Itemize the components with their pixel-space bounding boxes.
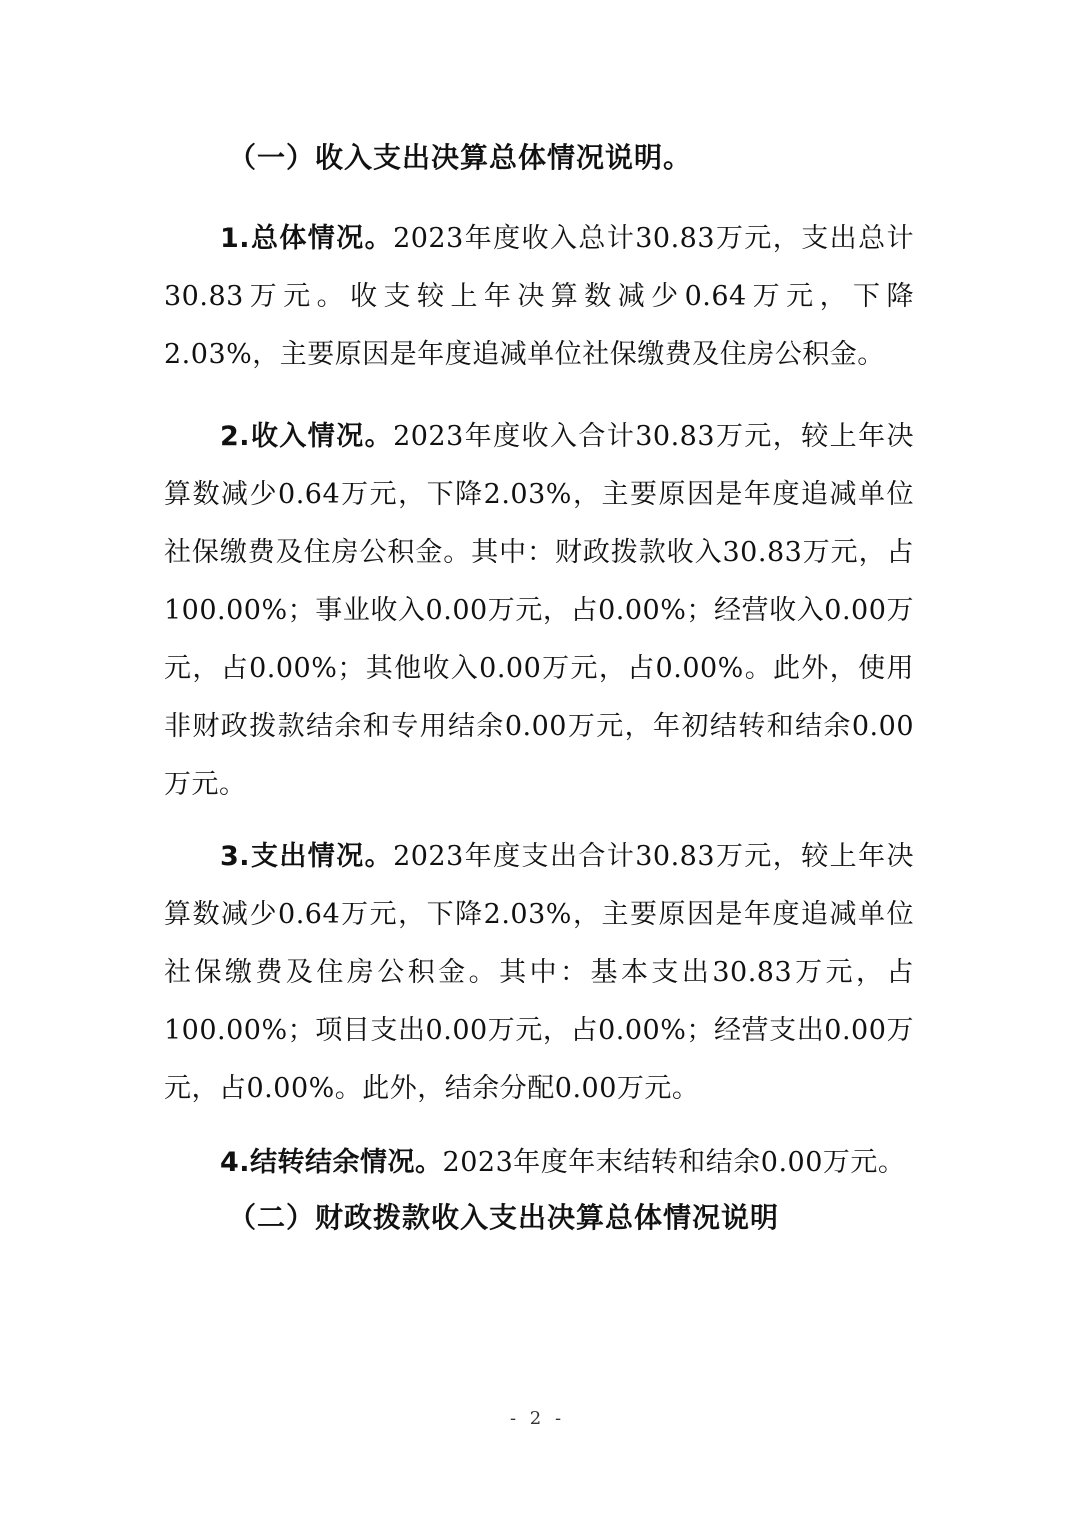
paragraph-income-lead: 2.收入情况。: [220, 421, 394, 452]
section-heading-2: （二）财政拨款收入支出决算总体情况说明: [228, 1201, 780, 1234]
paragraph-expense-lead: 3.支出情况。: [220, 841, 394, 872]
paragraph-carryover-lead: 4.结转结余情况。: [220, 1147, 443, 1178]
paragraph-expense-body: 2023年度支出合计30.83万元，较上年决算数减少0.64万元，下降2.03%，主要原因是年度追减单位社保缴费及住房公积金。其中：基本支出30.83万元，占100.00%；项目支出0.00万元，占0.00%；经营支出0.00万元，占0.00%。此外，结余分配0.00万元。: [164, 841, 914, 1104]
paragraph-overall-body: 2023年度收入总计30.83万元，支出总计30.83万元。收支较上年决算数减少0.64万元，下降2.03%，主要原因是年度追减单位社保缴费及住房公积金。: [164, 223, 914, 370]
paragraph-overall-lead: 1.总体情况。: [220, 223, 394, 254]
paragraph-overall: [164, 210, 914, 384]
section-heading-1: （一）收入支出决算总体情况说明。: [228, 141, 693, 174]
paragraph-carryover-body: 2023年度年末结转和结余0.00万元。: [442, 1147, 906, 1178]
paragraph-carryover: [164, 1134, 914, 1192]
paragraph-expense: [164, 828, 914, 1118]
page-number: - 2 -: [509, 1408, 566, 1429]
paragraph-income: [164, 408, 914, 814]
paragraph-income-body: 2023年度收入合计30.83万元，较上年决算数减少0.64万元，下降2.03%，主要原因是年度追减单位社保缴费及住房公积金。其中：财政拨款收入30.83万元，占100.00%；事业收入0.00万元，占0.00%；经营收入0.00万元，占0.00%；其他收入0.00万元，占0.00%。此外，使用非财政拨款结余和专用结余0.00万元，年初结转和结余0.00万元。: [164, 421, 914, 800]
